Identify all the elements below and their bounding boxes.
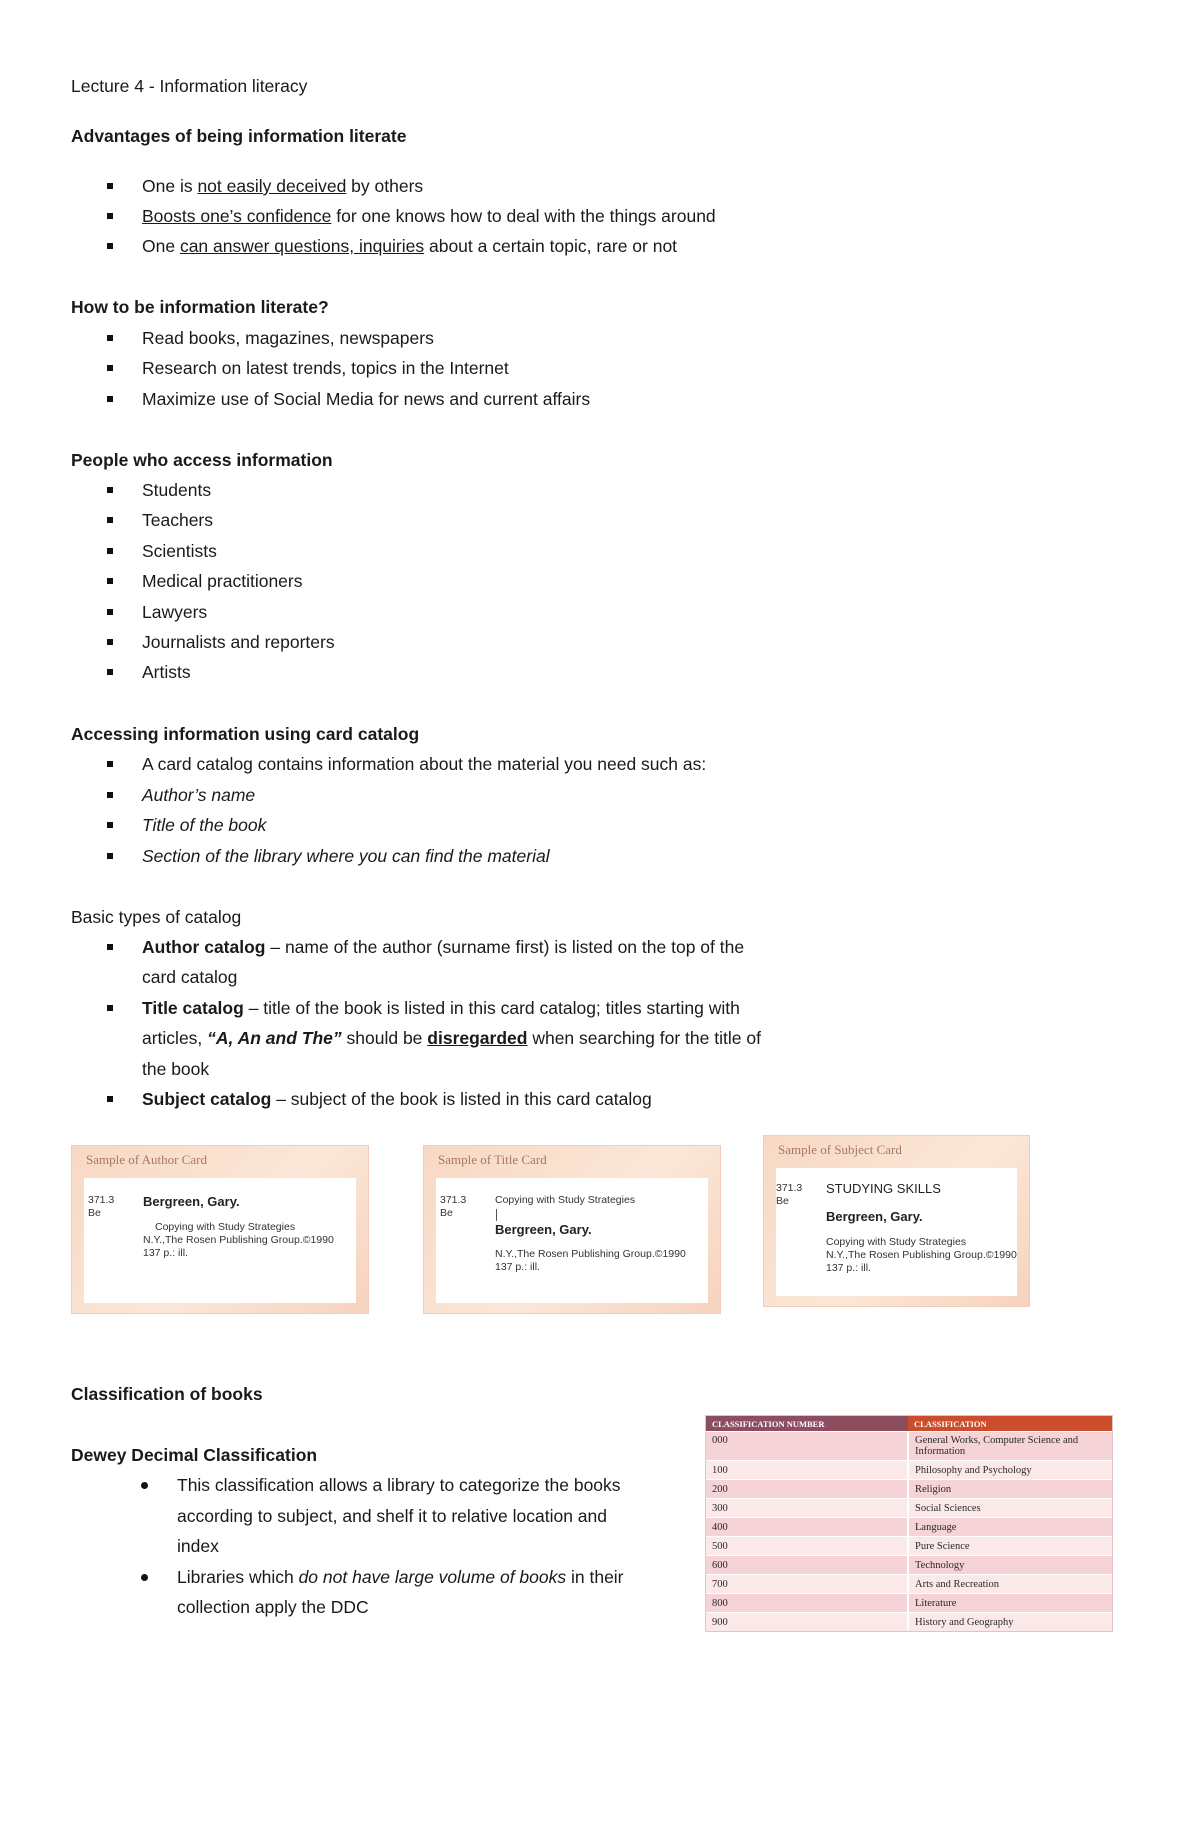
advantage-item: One is not easily deceived by others [142, 176, 424, 196]
bullet-icon [141, 1574, 148, 1581]
how-to-heading: How to be information literate? [71, 297, 329, 317]
advantage-item: Boosts one’s confidence for one knows how to deal with the things around [142, 206, 716, 226]
cutter-number: Be [440, 1207, 453, 1219]
column-header: CLASSIFICATION NUMBER [706, 1416, 908, 1432]
card-pages: 137 p.: ill. [826, 1262, 871, 1274]
advantages-heading: Advantages of being information literate [71, 126, 407, 146]
card-catalog-intro: A card catalog contains information about the material you need such as: [142, 754, 707, 774]
card-publisher: N.Y.,The Rosen Publishing Group.©1990 [143, 1234, 334, 1246]
catalog-types-heading: Basic types of catalog [71, 907, 242, 927]
card-subject-heading: STUDYING SKILLS [826, 1181, 941, 1196]
lecture-title: Lecture 4 - Information literacy [71, 76, 308, 96]
ddc-bullet-line: Libraries which do not have large volume of books in their [177, 1567, 624, 1587]
table-row [706, 1537, 1112, 1556]
table-row [706, 1461, 1112, 1480]
title-catalog-line2: articles, “A, An and The” should be disregarded when searching for the title of [142, 1028, 761, 1048]
people-item: Medical practitioners [142, 571, 303, 591]
call-number: 371.3 [440, 1194, 467, 1206]
class-name: Literature [908, 1594, 1112, 1613]
bullet-icon [107, 183, 113, 189]
ddc-heading: Dewey Decimal Classification [71, 1445, 318, 1465]
class-number: 900 [706, 1613, 908, 1632]
card-author-name: Bergreen, Gary. [826, 1209, 923, 1224]
card-pages: 137 p.: ill. [495, 1261, 540, 1273]
table-row [706, 1480, 1112, 1499]
bullet-icon [141, 1482, 148, 1489]
bullet-icon [107, 1096, 113, 1102]
how-to-item: Read books, magazines, newspapers [142, 328, 434, 348]
table-row [706, 1518, 1112, 1537]
card-catalog-heading: Accessing information using card catalog [71, 724, 420, 744]
class-name: Philosophy and Psychology [908, 1461, 1112, 1480]
how-to-item: Research on latest trends, topics in the Internet [142, 358, 509, 378]
class-name: Social Sciences [908, 1499, 1112, 1518]
people-item: Journalists and reporters [142, 632, 335, 652]
bullet-icon [107, 944, 113, 950]
card-catalog-item: Author’s name [142, 785, 256, 805]
bullet-icon [107, 822, 113, 828]
ddc-bullet-line: index [177, 1536, 219, 1556]
card-publisher: N.Y.,The Rosen Publishing Group.©1990 [495, 1248, 686, 1260]
author-card-sample [71, 1145, 369, 1314]
class-number: 100 [706, 1461, 908, 1480]
bullet-icon [107, 487, 113, 493]
call-number: 371.3 [776, 1182, 803, 1194]
table-row [706, 1594, 1112, 1613]
title-card-body [436, 1178, 708, 1303]
title-card-sample [423, 1145, 721, 1314]
subject-card-sample [763, 1135, 1030, 1307]
card-author-name: Bergreen, Gary. [495, 1222, 592, 1237]
class-number: 500 [706, 1537, 908, 1556]
call-number: 371.3 [88, 1194, 115, 1206]
table-header-row [706, 1416, 1112, 1432]
title-catalog-line: Title catalog – title of the book is listed in this card catalog; titles starting with [142, 998, 740, 1018]
class-number: 000 [706, 1432, 908, 1461]
dewey-classification-table [706, 1416, 1112, 1631]
class-name: Technology [908, 1556, 1112, 1575]
people-item: Students [142, 480, 212, 500]
table-row [706, 1613, 1112, 1632]
class-name: History and Geography [908, 1613, 1112, 1632]
table-row [706, 1556, 1112, 1575]
bullet-icon [107, 639, 113, 645]
table-row [706, 1499, 1112, 1518]
class-number: 800 [706, 1594, 908, 1613]
class-number: 600 [706, 1556, 908, 1575]
bullet-icon [107, 213, 113, 219]
author-catalog-line: Author catalog – name of the author (surname first) is listed on the top of the [142, 937, 745, 957]
card-catalog-item: Section of the library where you can find the material [142, 846, 550, 866]
ddc-bullet-line: This classification allows a library to categorize the books [177, 1475, 621, 1495]
table-row [706, 1432, 1112, 1461]
bullet-icon [107, 609, 113, 615]
bullet-icon [107, 792, 113, 798]
bullet-icon [107, 517, 113, 523]
ddc-bullet-line: according to subject, and shelf it to relative location and [177, 1506, 607, 1526]
title-card-title: Sample of Title Card [438, 1152, 547, 1167]
bullet-icon [107, 548, 113, 554]
text-cursor [496, 1209, 497, 1221]
bullet-icon [107, 243, 113, 249]
bullet-icon [107, 396, 113, 402]
class-number: 200 [706, 1480, 908, 1499]
card-pages: 137 p.: ill. [143, 1247, 188, 1259]
bullet-icon [107, 335, 113, 341]
card-catalog-item: Title of the book [142, 815, 267, 835]
card-author-name: Bergreen, Gary. [143, 1194, 240, 1209]
how-to-item: Maximize use of Social Media for news and current affairs [142, 389, 591, 409]
author-catalog-line2: card catalog [142, 967, 238, 987]
people-item: Scientists [142, 541, 217, 561]
bullet-icon [107, 761, 113, 767]
card-book-title: Copying with Study Strategies [495, 1194, 636, 1206]
table-row [706, 1575, 1112, 1594]
title-catalog-line3: the book [142, 1059, 210, 1079]
cutter-number: Be [776, 1195, 789, 1207]
author-card-body [84, 1178, 356, 1303]
cutter-number: Be [88, 1207, 101, 1219]
subject-card-body [776, 1168, 1017, 1296]
people-item: Artists [142, 662, 191, 682]
bullet-icon [107, 853, 113, 859]
class-number: 400 [706, 1518, 908, 1537]
card-publisher: N.Y.,The Rosen Publishing Group.©1990 [826, 1249, 1017, 1261]
column-header: CLASSIFICATION [908, 1416, 1112, 1432]
class-number: 300 [706, 1499, 908, 1518]
bullet-icon [107, 578, 113, 584]
people-item: Teachers [142, 510, 214, 530]
bullet-icon [107, 669, 113, 675]
people-item: Lawyers [142, 602, 208, 622]
class-name: General Works, Computer Science and Information [908, 1432, 1112, 1461]
card-book-title: Copying with Study Strategies [826, 1236, 967, 1248]
class-name: Arts and Recreation [908, 1575, 1112, 1594]
class-name: Religion [908, 1480, 1112, 1499]
ddc-bullet-line: collection apply the DDC [177, 1597, 369, 1617]
bullet-icon [107, 1005, 113, 1011]
class-name: Language [908, 1518, 1112, 1537]
class-name: Pure Science [908, 1537, 1112, 1556]
subject-card-title: Sample of Subject Card [778, 1142, 902, 1157]
bullet-icon [107, 365, 113, 371]
classification-heading: Classification of books [71, 1384, 263, 1404]
class-number: 700 [706, 1575, 908, 1594]
advantage-item: One can answer questions, inquiries about a certain topic, rare or not [142, 236, 678, 256]
people-heading: People who access information [71, 450, 333, 470]
subject-catalog-line: Subject catalog – subject of the book is listed in this card catalog [142, 1089, 652, 1109]
author-card-title: Sample of Author Card [86, 1152, 207, 1167]
card-book-title: Copying with Study Strategies [155, 1221, 296, 1233]
